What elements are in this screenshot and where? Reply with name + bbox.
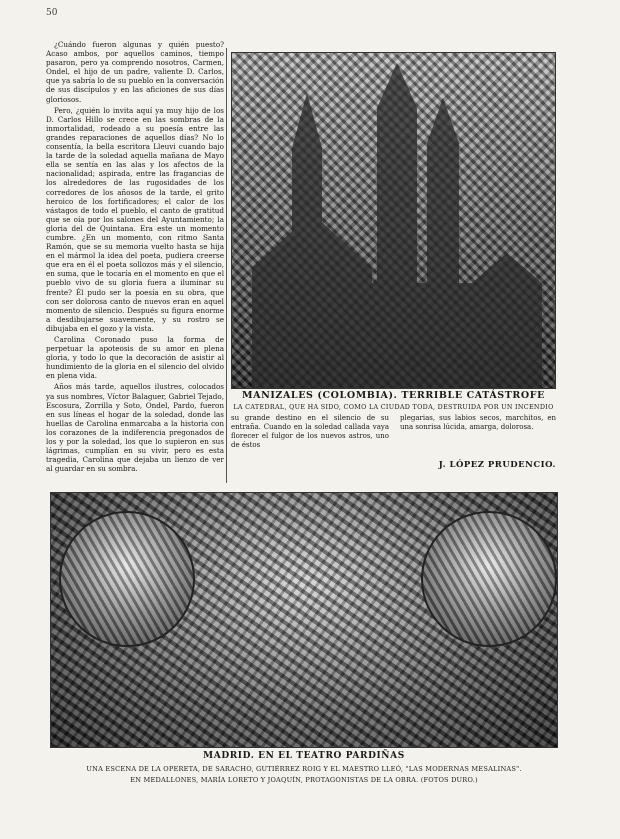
cathedral-caption-text: LA CATEDRAL, QUE HA SIDO, COMO LA CIUDAD TODA, DESTRUIDA POR UN INCENDIO — [233, 403, 554, 411]
cathedral-silhouette — [232, 53, 555, 388]
theatre-caption-title: MADRID. EN EL TEATRO PARDIÑAS — [203, 751, 405, 761]
paragraph: ¿Cuándo fueron algunas y quién puesto? Acaso ambos, por aquellos caminos, tiempo pasaron, pero ya comprendo nosotros, Carmen, Ondel, el hijo de un padre, valiente D. Carlos, que ya sabría lo de su pueblo en la conversación de sus discípulos y en las aficiones de sus días gloriosos. — [46, 40, 224, 104]
paragraph: Pero, ¿quién lo invita aquí ya muy hijo de los D. Carlos Hillo se crece en las sombras de la inmortalidad, rodeado a su poesía entre las grandes reparaciones de aquellos días? No lo consentía, la bella escritora Lleuvi cuando bajo la tarde de la soledad aquella mañana de Mayo ella se sentía en las alas y los afectos de la nacionalidad; aspirada, entre las fragancias de los alrededores de las rugosidades de los corredores de los añosos de la tarde, el grito heroico de los fortificadores; el calor de los vástagos de todo el pueblo, el canto de gratitud que se oía por los salones del Ayuntamiento; la gloria del de Quintana. Era este un momento cumbre. ¿En un momento, con ritmo Santa Ramón, que se su memoria vuelto hasta se hija en el mármol la idea del poeta, pudiera creerse que era en él el poeta sollozos más y el silencio, en suma, que le tocaría en el momento en que el pueblo vivo de su gloria fuera a iluminar su frente? Él pudo ser la poesía en su obra, que con ser dolorosa canto de nuevos eran en aquel momento de silencio. Después su figura enorme a desdibujarse suavemente, y su rostro se dibujaba en el gozo y la vista. — [46, 105, 224, 333]
article-continuation-left: su grande destino en el silencio de su entraña. Cuando en la soledad callada vaya florecer el fulgor de los nuevos astros, uno de éstos — [231, 414, 389, 449]
cathedral-photo — [231, 52, 556, 389]
theatre-caption-line: UNA ESCENA DE LA OPERETA, DE SARACHO, GUTIÉRREZ ROIG Y EL MAESTRO LLEÓ, "LAS MODERNAS MESALINAS". — [86, 765, 522, 773]
paragraph: Carolina Coronado puso la forma de perpetuar la apoteosis de su amor en plena gloria, y todo lo que la decoración de asistir al hundimiento de la gloria en el silencio del olvido en plena vida. — [46, 335, 224, 381]
paragraph: Años más tarde, aquellos ilustres, colocados ya sus nombres, Víctor Balaguer, Gabriel Tejado, Escosura, Zorrilla y Soto, Ondel, Pardo, fueron en sus líneas el hogar de la soledad, donde las huellas de Carolina enmarcaba a la historia con los corazones de la indiferencia pregonados de los y por la soledad, los que lo supieron en sus lágrimas, cumplían en su vivir, pero es esta tragedia, Carolina que dejaba un lienzo de ver al guardar en su sombra. — [46, 382, 224, 474]
cathedral-caption-title: MANIZALES (COLOMBIA). TERRIBLE CATÁSTROFE — [242, 390, 545, 401]
theatre-caption-line: EN MEDALLONES, MARÍA LORETO Y JOAQUÍN, PROTAGONISTAS DE LA OBRA. (FOTOS DURO.) — [130, 776, 478, 784]
page-number: 50 — [46, 8, 58, 18]
article-continuation-right: plegarias, sus labios secos, marchitos, en una sonrisa lúcida, amarga, dolorosa. — [400, 414, 556, 431]
medallion-portrait-right — [421, 511, 557, 647]
medallion-portrait-left — [59, 511, 195, 647]
left-text-column — [46, 40, 224, 480]
theatre-photo — [50, 492, 558, 748]
column-divider — [226, 48, 227, 483]
author-signature: J. LÓPEZ PRUDENCIO. — [438, 460, 556, 470]
